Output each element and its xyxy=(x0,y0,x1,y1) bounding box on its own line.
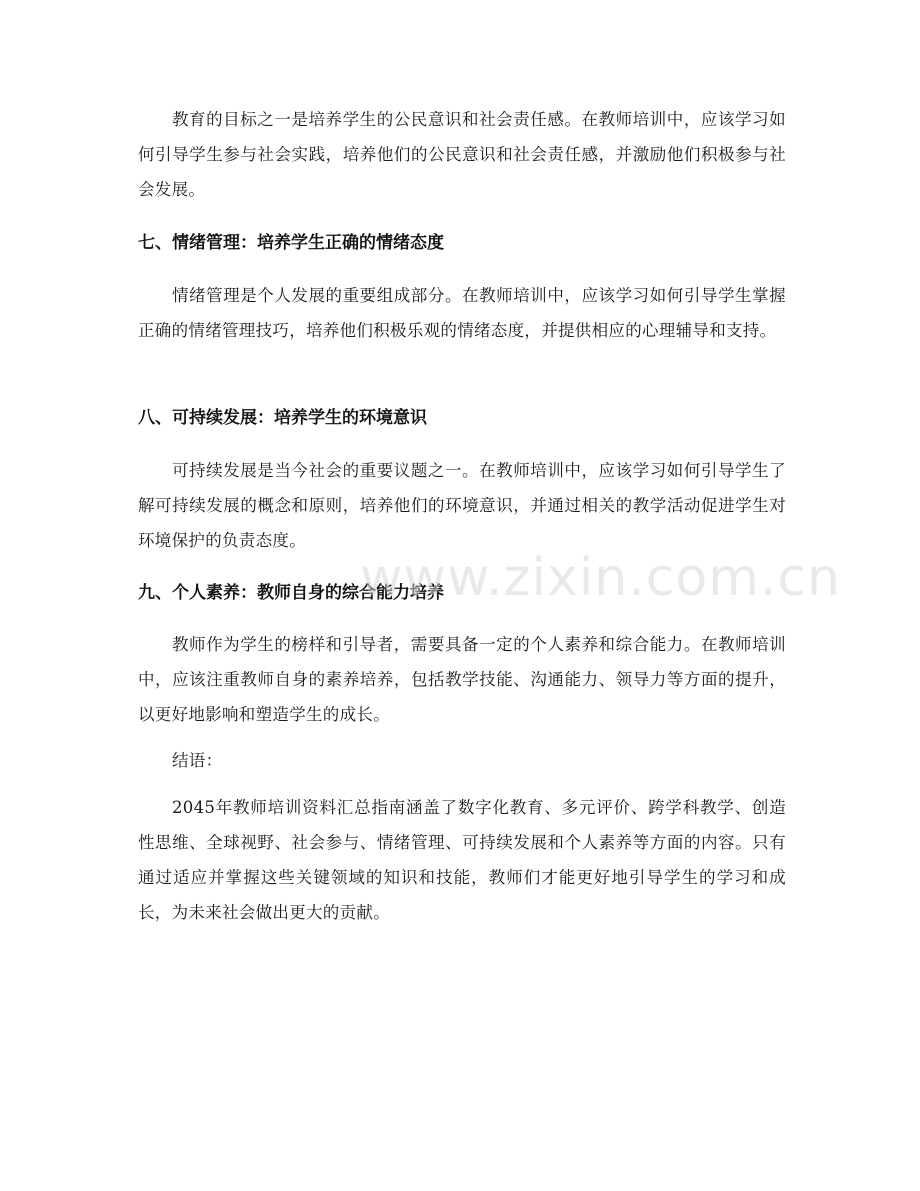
paragraph-section-7: 情绪管理是个人发展的重要组成部分。在教师培训中，应该学习如何引导学生掌握正确的情绪管理技巧，培养他们积极乐观的情绪态度，并提供相应的心理辅导和支持。 xyxy=(138,286,786,340)
section-heading-8: 八、可持续发展：培养学生的环境意识 xyxy=(138,408,427,428)
paragraph-intro: 教育的目标之一是培养学生的公民意识和社会责任感。在教师培训中，应该学习如何引导学生参与社会实践，培养他们的公民意识和社会责任感，并激励他们积极参与社会发展。 xyxy=(138,110,786,199)
paragraph-conclusion: 2045年教师培训资料汇总指南涵盖了数字化教育、多元评价、跨学科教学、创造性思维、全球视野、社会参与、情绪管理、可持续发展和个人素养等方面的内容。只有通过适应并掌握这些关键领域的知识和技能，教师们才能更好地引导学生的学习和成长，为未来社会做出更大的贡献。 xyxy=(138,798,786,922)
section-heading-9: 九、个人素养：教师自身的综合能力培养 xyxy=(138,583,444,603)
conclusion-label: 结语： xyxy=(172,751,223,770)
watermark-text: www.zixin.com.cn xyxy=(360,548,841,608)
paragraph-section-8: 可持续发展是当今社会的重要议题之一。在教师培训中，应该学习如何引导学生了解可持续发展的概念和原则，培养他们的环境意识，并通过相关的教学活动促进学生对环境保护的负责态度。 xyxy=(138,461,786,550)
paragraph-section-9: 教师作为学生的榜样和引导者，需要具备一定的个人素养和综合能力。在教师培训中，应该注重教师自身的素养培养，包括教学技能、沟通能力、领导力等方面的提升，以更好地影响和塑造学生的成长。 xyxy=(138,635,786,724)
section-heading-7: 七、情绪管理：培养学生正确的情绪态度 xyxy=(138,233,444,253)
